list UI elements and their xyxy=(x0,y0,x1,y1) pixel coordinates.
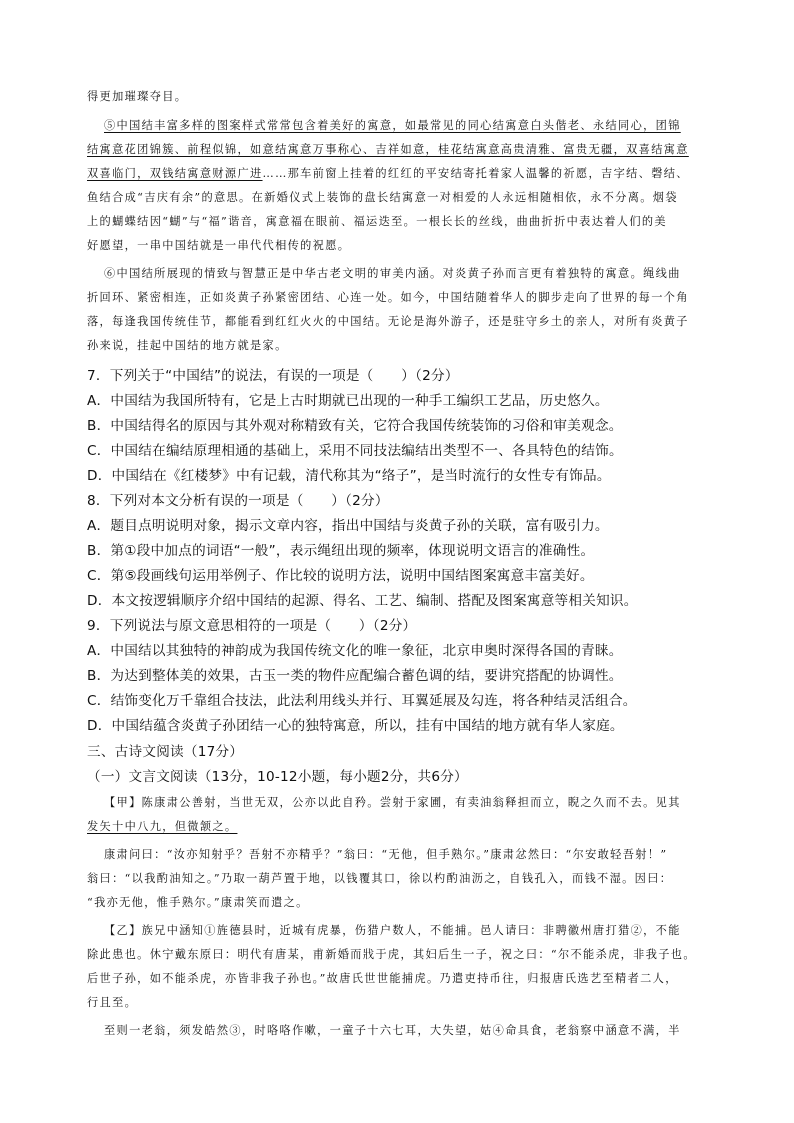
question-8-option-a: A．题目点明说明对象，揭示文章内容，指出中国结与炎黄子孙的关联，富有吸引力。 xyxy=(87,518,609,534)
passage-p5-line: 结寓意花团锦簇、前程似锦，如意结寓意万事称心、吉祥如意，桂花结寓意高贵清雅、富贵无疆，双喜结寓意 xyxy=(87,143,689,156)
passage-p5-line: 上的蝴蝶结因“蝴”与“福”谐音，寓意福在眼前、福运迭至。一根长长的丝线，曲曲折折中表达着人们的美 xyxy=(87,215,667,228)
question-9-option-c: C．结饰变化万千靠组合技法，此法利用线头并行、耳翼延展及勾连，将各种结灵活组合。 xyxy=(87,693,637,709)
classical-yi-line: 行且至。 xyxy=(87,996,138,1009)
question-8-option-c: C．第⑤段画线句运用举例子、作比较的说明方法，说明中国结图案寓意丰富美好。 xyxy=(87,568,594,584)
passage-p6-line: 孙来说，挂起中国结的地方就是家。 xyxy=(87,339,288,352)
section-3-subheading: （一）文言文阅读（13分，10-12小题，每小题2分，共6分） xyxy=(87,769,468,785)
classical-jia-line xyxy=(104,794,681,810)
classical-jia-dialogue-line: “我亦无他，惟手熟尔。”康肃笑而遣之。 xyxy=(87,896,309,909)
question-7-option-b: B．中国结得名的原因与其外观对称精致有关，它符合我国传统装饰的习俗和审美观念。 xyxy=(87,418,623,434)
question-8-stem: 8．下列对本文分析有误的一项是（ ）（2分） xyxy=(87,493,389,509)
classical-yi-line: 后世子孙，如不能杀虎，亦皆非我子孙也。”故唐氏世世能捕虎。乃遣吏持币往，归报唐氏选艺至精者二人， xyxy=(87,972,678,985)
passage-p6-line: 折回环、紧密相连，正如炎黄子孙紧密团结、心连一处。如今，中国结随着华人的脚步走向了世界的每一个角 xyxy=(87,291,689,304)
passage-p5-line: 鱼结合成“吉庆有余”的意思。在新婚仪式上装饰的盘长结寓意一对相爱的人永远相随相依，永不分离。烟袋 xyxy=(87,191,678,204)
classical-yi-line: 【乙】族兄中涵知①旌德县时，近城有虎暴，伤猎户数人，不能捕。邑人请曰：非聘徽州唐打猎②，不能 xyxy=(104,924,681,937)
question-9-option-a: A．中国结以其独特的神韵成为我国传统文化的唯一象征，北京申奥时深得各国的青睐。 xyxy=(87,643,623,659)
question-8-option-d: D．本文按逻辑顺序介绍中国结的起源、得名、工艺、编制、搭配及图案寓意等相关知识。 xyxy=(87,593,638,609)
classical-jia-text: 【甲】陈康肃公善射，当世无双，公亦以此自矜。尝射于家圃，有卖油翁释担而立，睨之久而不去。见其 xyxy=(104,796,681,809)
passage-p4-tail: 得更加璀璨夺目。 xyxy=(87,90,188,103)
question-9-option-b: B．为达到整体美的效果，古玉一类的物件应配编合蓄色调的结，要讲究搭配的协调性。 xyxy=(87,668,623,684)
passage-p6-line: ⑥中国结所展现的情致与智慧正是中华古老文明的审美内涵。对炎黄子孙而言更有着独特的寓意。绳线曲 xyxy=(104,267,681,280)
classical-jia-underlined-line: 发矢十中八九，但微颔之。 xyxy=(87,820,238,833)
question-7-option-a: A．中国结为我国所特有，它是上古时期就已出现的一种手工编织工艺品，历史悠久。 xyxy=(87,393,609,409)
classical-jia-dialogue-line: 翁曰：“以我酌油知之。”乃取一葫芦置于地，以钱覆其口，徐以杓酌油沥之，自钱孔入，而钱不湿。因曰： xyxy=(87,872,673,885)
classical-yi-tail-line: 至则一老翁，须发皓然③，时咯咯作嗽，一童子十六七耳，大失望，姑④命具食，老翁察中涵意不满，半 xyxy=(104,1024,681,1037)
question-7-option-d: D．中国结在《红楼梦》中有记载，清代称其为“络子”，是当时流行的女性专有饰品。 xyxy=(87,468,611,484)
classical-yi-line: 除此患也。休宁戴东原曰：明代有唐某，甫新婚而戕于虎，其妇后生一子，祝之曰：“尔不能杀虎，非我子也。 xyxy=(87,948,696,961)
passage-p5-line: 双喜临门，双钱结寓意财源广进……那车前窗上挂着的红红的平安结寄托着家人温馨的祈愿，吉字结、磬结、 xyxy=(87,167,689,180)
question-8-option-b: B．第①段中加点的词语“一般”，表示绳纽出现的频率，体现说明文语言的准确性。 xyxy=(87,543,595,559)
question-7-stem: 7．下列关于“中国结”的说法，有误的一项是（ ）（2分） xyxy=(87,368,459,384)
section-3-heading: 三、古诗文阅读（17分） xyxy=(87,744,244,760)
question-9-option-d: D．中国结蕴含炎黄子孙团结一心的独特寓意，所以，挂有中国结的地方就有华人家庭。 xyxy=(87,718,624,734)
passage-p5-line: 好愿望，一串中国结就是一串代代相传的祝愿。 xyxy=(87,239,351,252)
question-7-option-c: C．中国结在编结原理相通的基础上，采用不同技法编结出类型不一、各具特色的结饰。 xyxy=(87,443,623,459)
passage-p5-line: ⑤中国结丰富多样的图案样式常常包含着美好的寓意，如最常见的同心结寓意白头偕老、永结同心，团锦 xyxy=(104,119,681,132)
passage-p5-underlined-segment: 双喜临门，双钱结寓意财源广进 xyxy=(87,167,263,180)
classical-jia-dialogue-line: 康肃问曰：“汝亦知射乎？吾射不亦精乎？”翁曰：“无他，但手熟尔。”康肃忿然曰：“尔安敢轻吾射！” xyxy=(104,848,668,861)
question-9-stem: 9．下列说法与原文意思相符的一项是（ ）（2分） xyxy=(87,618,417,634)
passage-p6-line: 落，每逢我国传统佳节，都能看到红红火火的中国结。无论是海外游子，还是驻守乡土的亲人，对所有炎黄子 xyxy=(87,315,689,328)
